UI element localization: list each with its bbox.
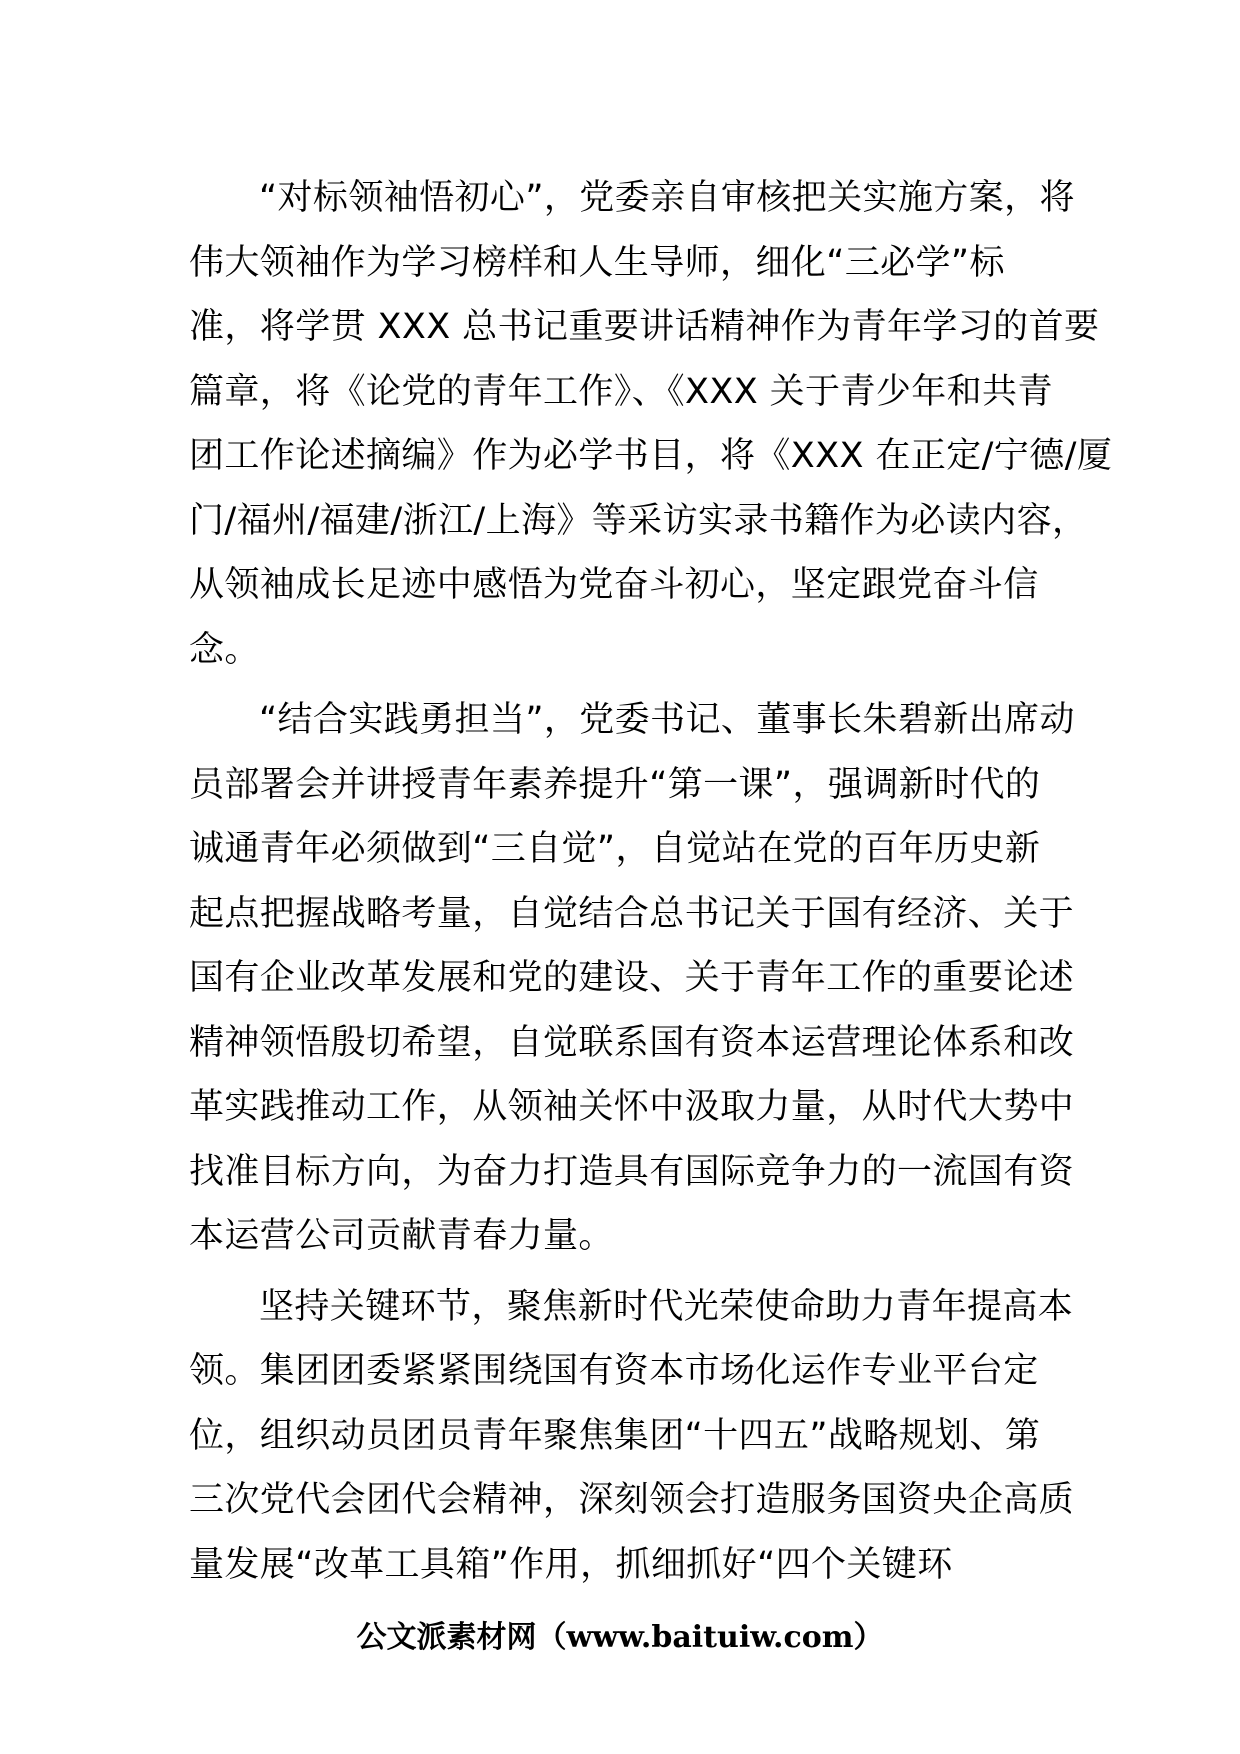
text-line: 国有企业改革发展和党的建设、关于青年工作的重要论述 bbox=[189, 958, 1075, 998]
text-line: 准，将学贯 XXX 总书记重要讲话精神作为青年学习的首要 bbox=[189, 307, 1100, 347]
text-line: 本运营公司贡献青春力量。 bbox=[189, 1216, 614, 1256]
text-line: 找准目标方向，为奋力打造具有国际竞争力的一流国有资 bbox=[189, 1151, 1075, 1192]
text-line: 团工作论述摘编》作为必学书目，将《XXX 在正定/宁德/厦 bbox=[189, 436, 1113, 476]
text-line: 位，组织动员团员青年聚焦集团“十四五”战略规划、第 bbox=[189, 1415, 1041, 1456]
text-line: 念。 bbox=[189, 629, 260, 670]
paragraph bbox=[189, 688, 1075, 1269]
text-line: 从领袖成长足迹中感悟为党奋斗初心，坚定跟党奋斗信 bbox=[189, 565, 1039, 605]
text-line: “对标领袖悟初心”，党委亲自审核把关实施方案，将 bbox=[259, 178, 1075, 218]
text-line: 篇章，将《论党的青年工作》、《XXX 关于青少年和共青 bbox=[189, 371, 1053, 412]
text-line: 三次党代会团代会精神，深刻领会打造服务国资央企高质 bbox=[189, 1480, 1075, 1520]
text-line: 员部署会并讲授青年素养提升“第一课”，强调新时代的 bbox=[189, 764, 1041, 805]
text-line: 领。集团团委紧紧围绕国有资本市场化运作专业平台定 bbox=[189, 1351, 1039, 1391]
document-body bbox=[189, 166, 1113, 1603]
text-line: 伟大领袖作为学习榜样和人生导师，细化“三必学”标 bbox=[189, 242, 1005, 283]
text-line: 起点把握战略考量，自觉结合总书记关于国有经济、关于 bbox=[189, 893, 1075, 934]
paragraph bbox=[189, 166, 1113, 682]
paragraph bbox=[189, 1275, 1075, 1598]
text-line: 诚通青年必须做到“三自觉”，自觉站在党的百年历史新 bbox=[189, 829, 1041, 869]
text-line: 革实践推动工作，从领袖关怀中汲取力量，从时代大势中 bbox=[189, 1087, 1075, 1127]
text-line: 量发展“改革工具箱”作用，抓细抓好“四个关键环 bbox=[189, 1544, 953, 1585]
text-line: 门/福州/福建/浙江/上海》等采访实录书籍作为必读内容， bbox=[189, 500, 1088, 541]
text-line: 坚持关键环节，聚焦新时代光荣使命助力青年提高本 bbox=[259, 1286, 1074, 1327]
text-line: “结合实践勇担当”，党委书记、董事长朱碧新出席动 bbox=[259, 700, 1075, 740]
page-footer: 公文派素材网（www.baituiw.com） bbox=[356, 1620, 884, 1655]
text-line: 精神领悟殷切希望，自觉联系国有资本运营理论体系和改 bbox=[189, 1022, 1075, 1063]
